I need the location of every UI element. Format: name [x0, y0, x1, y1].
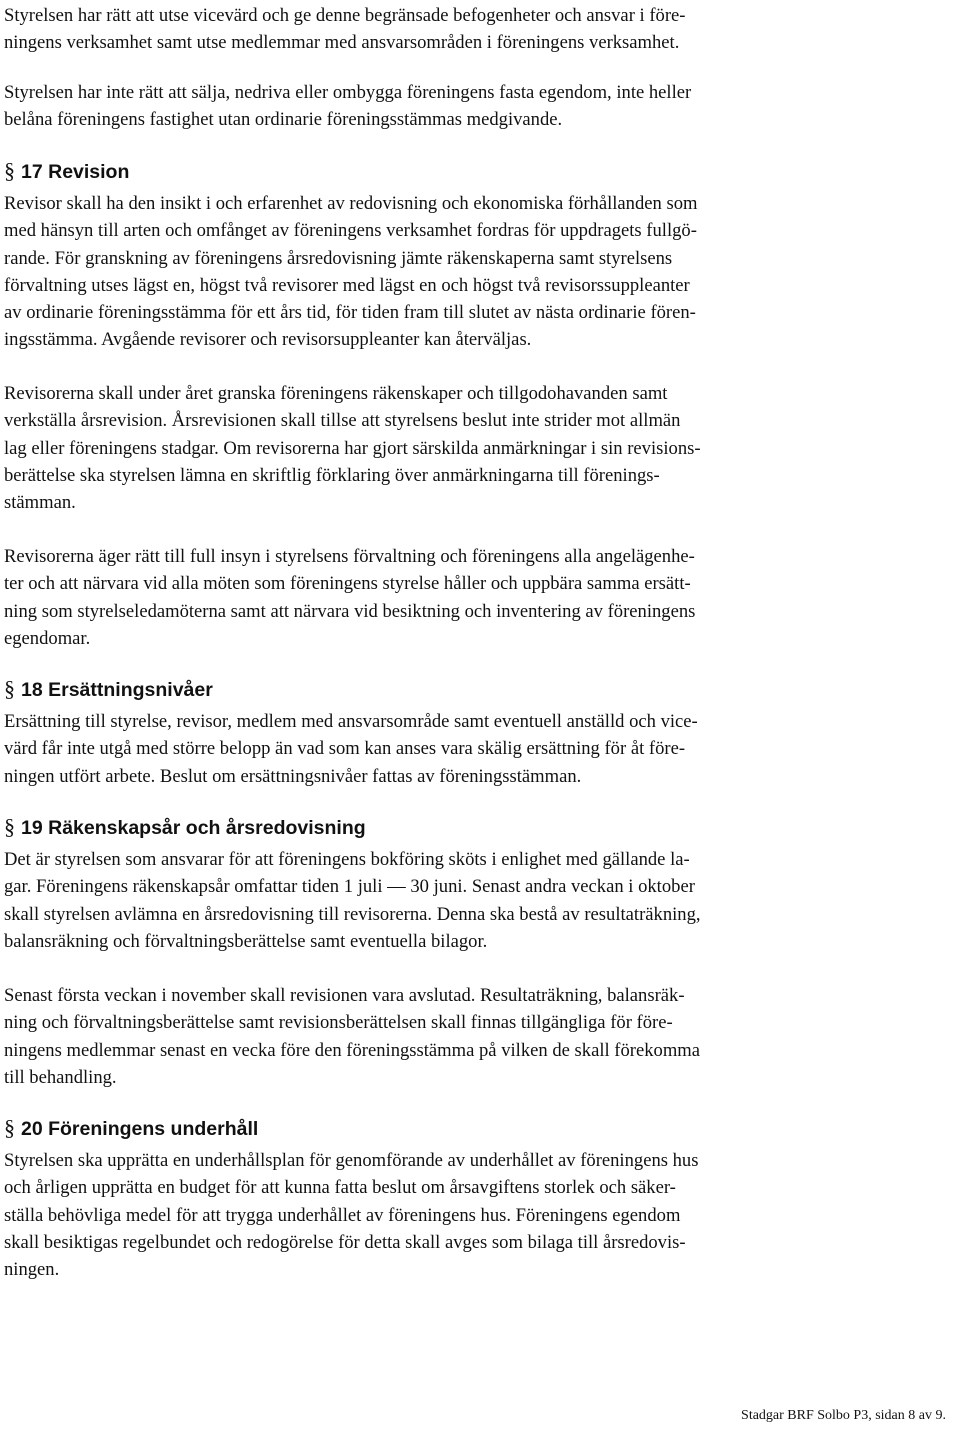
paragraph-revision-rights: Revisorerna äger rätt till full insyn i styrelsens förvaltning och föreningens alla angelägenhe- ter och att närvara vid alla möten som föreningens styrelse håller och uppbära samma ersätt- ning som styrelseledamöterna samt att närvara vid besiktning och inventering av föreningens egendomar.: [4, 546, 696, 649]
section-heading-19: [4, 813, 366, 842]
section-symbol-icon: §: [4, 158, 15, 183]
page-footer: Stadgar BRF Solbo P3, sidan 8 av 9.: [741, 1408, 946, 1423]
section-title-17: 17 Revision: [21, 161, 130, 183]
paragraph-audit-deadline: Senast första veckan i november skall revisionen vara avslutad. Resultaträkning, balansräk- ning och förvaltningsberättelse samt revisionsberättelsen skall finnas tillgängliga för före- ningens medlemmar senast en vecka före den föreningsstämma på vilken de skall förekomma till behandling.: [4, 985, 701, 1088]
paragraph-maintenance: Styrelsen ska upprätta en underhållsplan för genomförande av underhållet av föreningens hus och årligen upprätta en budget för att kunna fatta beslut om årsavgiftens storlek och säker- ställa behövliga medel för att trygga underhållet av föreningens hus. Föreningens egendom skall besiktigas regelbundet och redogörelse för detta skall avges som bilaga till årsredovis- ningen.: [4, 1150, 699, 1281]
paragraph-accounting: Det är styrelsen som ansvarar för att föreningens bokföring sköts i enlighet med gällande la- gar. Föreningens räkenskapsår omfattar tiden 1 juli — 30 juni. Senast andra veckan i oktober skall styrelsen avlämna en årsredovisning till revisorerna. Denna ska bestå av resultaträkning, balansräkning och förvaltningsberättelse samt eventuella bilagor.: [4, 849, 701, 952]
section-heading-18: [4, 675, 213, 704]
section-symbol-icon: §: [4, 676, 15, 701]
section-symbol-icon: §: [4, 814, 15, 839]
section-symbol-icon: §: [4, 1115, 15, 1140]
paragraph-board-restrictions: Styrelsen har inte rätt att sälja, nedriva eller ombygga föreningens fasta egendom, inte heller belåna föreningens fastighet utan ordinarie föreningsstämmas medgivande.: [4, 82, 692, 131]
section-heading-17: [4, 157, 129, 186]
paragraph-compensation: Ersättning till styrelse, revisor, medlem med ansvarsområde samt eventuell anställd och vice- värd får inte utgå med större belopp än vad som kan anses vara skälig ersättning för åt före- ningen utfört arbete. Beslut om ersättningsnivåer fattas av föreningsstämman.: [4, 711, 698, 787]
paragraph-revision-qualifications: Revisor skall ha den insikt i och erfarenhet av redovisning och ekonomiska förhållanden som med hänsyn till arten och omfånget av föreningens verksamhet fordras för uppdragets fullgö- rande. För granskning av föreningens årsredovisning jämte räkenskaperna samt styrelsens förvaltning utses lägst en, högst två revisorer med lägst en och högst två revisorssuppleanter av ordinarie föreningsstämma för ett års tid, för tiden fram till slutet av nästa ordinarie fören- ingsstämma. Avgående revisorer och revisorsuppleanter kan återväljas.: [4, 193, 698, 351]
section-heading-20: [4, 1114, 258, 1143]
section-title-18: 18 Ersättningsnivåer: [21, 679, 213, 701]
paragraph-revision-duties: Revisorerna skall under året granska föreningens räkenskaper och tillgodohavanden samt verkställa årsrevision. Årsrevisionen skall tillse att styrelsens beslut inte strider mot allmän lag eller föreningens stadgar. Om revisorerna har gjort särskilda anmärkningar i sin revisions- berättelse ska styrelsen lämna en skriftlig förklaring över anmärkningarna till förenings- stämman.: [4, 383, 701, 514]
section-title-19: 19 Räkenskapsår och årsredovisning: [21, 817, 366, 839]
section-title-20: 20 Föreningens underhåll: [21, 1118, 259, 1140]
paragraph-board-appointments: Styrelsen har rätt att utse vicevärd och ge denne begränsade befogenheter och ansvar i före- ningens verksamhet samt utse medlemmar med ansvarsområden i föreningens verksamhet.: [4, 5, 686, 54]
